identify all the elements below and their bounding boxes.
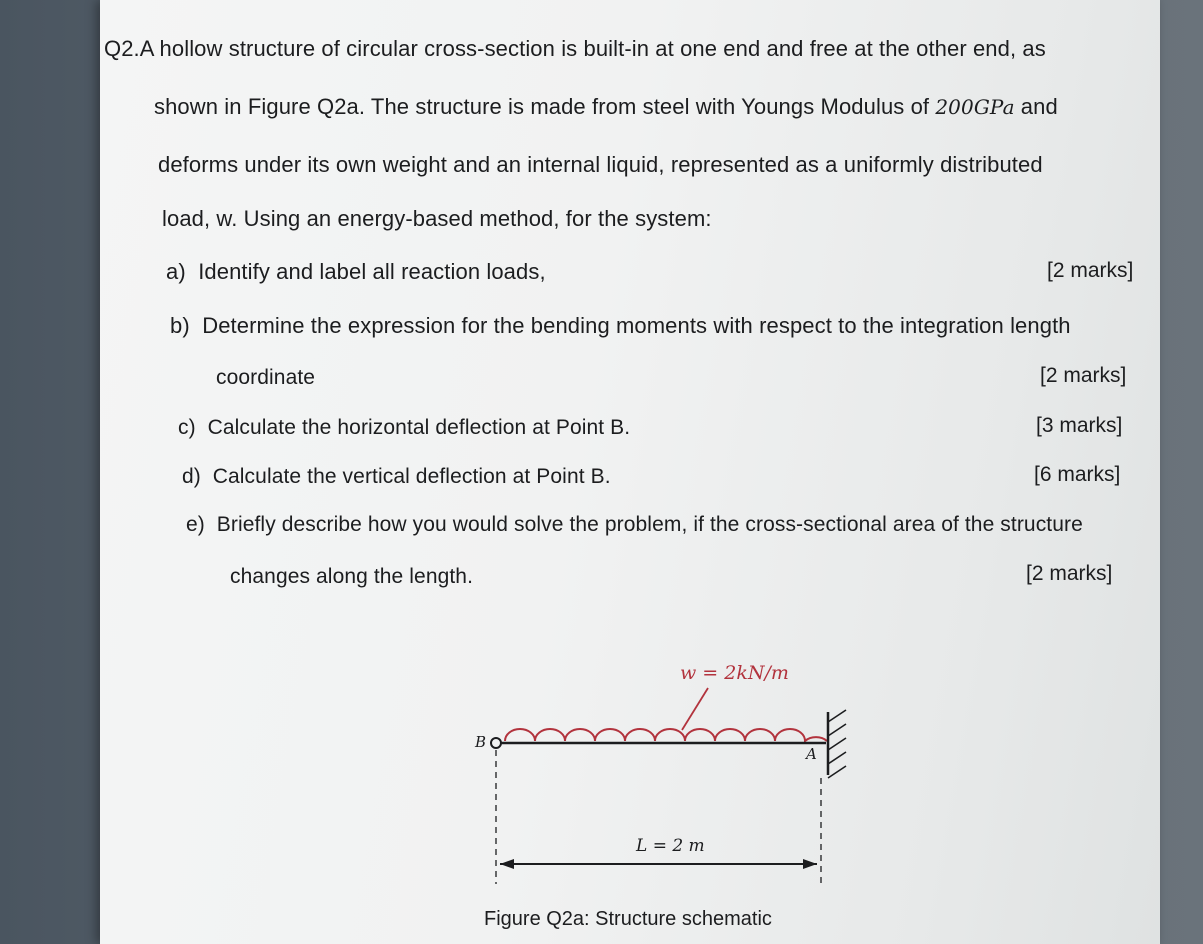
load-leader-line <box>682 688 708 730</box>
part-c-text: Calculate the horizontal deflection at Point B. <box>207 416 631 439</box>
point-b-label: B <box>475 733 487 751</box>
part-c-marks: [3 marks] <box>1036 414 1123 437</box>
part-e-marks: [2 marks] <box>1026 562 1113 585</box>
load-label: w = 2kN/m <box>680 662 789 684</box>
question-line-3: deforms under its own weight and an internal liquid, represented as a uniformly distributed <box>158 152 1043 177</box>
part-e-text-2: changes along the length. <box>230 565 474 588</box>
dimension-arrow-right <box>803 859 817 869</box>
point-a-label: A <box>806 745 817 763</box>
part-b-text: Determine the expression for the bending moments with respect to the integration length <box>202 313 1071 338</box>
part-b-text-2: coordinate <box>216 366 316 389</box>
part-e-text: Briefly describe how you would solve the problem, if the cross-sectional area of the structure <box>216 513 1083 536</box>
part-d-marks: [6 marks] <box>1034 463 1121 486</box>
length-label: L = 2 m <box>636 836 705 856</box>
part-c-label: c) <box>178 416 196 439</box>
part-d-label: d) <box>182 465 201 488</box>
part-e-label: e) <box>186 513 205 536</box>
youngs-modulus-value: 200GPa <box>935 95 1015 119</box>
part-b-label: b) <box>170 313 190 338</box>
question-intro-2b: and <box>1014 94 1058 119</box>
dimension-arrow-left <box>500 859 514 869</box>
part-a-text: Identify and label all reaction loads, <box>198 259 546 284</box>
distributed-load-arcs <box>505 729 827 741</box>
part-a-label: a) <box>166 259 186 284</box>
part-d-text: Calculate the vertical deflection at Point B. <box>212 465 611 488</box>
question-intro-1: A hollow structure of circular cross-section is built-in at one end and free at the other end, as <box>139 36 1046 61</box>
part-b-marks: [2 marks] <box>1040 364 1127 387</box>
fixed-support-hatch <box>828 710 846 778</box>
question-number: Q2. <box>104 36 140 61</box>
question-intro-2a: shown in Figure Q2a. The structure is made from steel with Youngs Modulus of <box>154 94 936 119</box>
part-a-marks: [2 marks] <box>1047 259 1134 282</box>
question-line-4: load, w. Using an energy-based method, for the system: <box>162 206 712 231</box>
free-end-node-b <box>491 738 501 748</box>
figure-caption: Figure Q2a: Structure schematic <box>484 908 772 930</box>
